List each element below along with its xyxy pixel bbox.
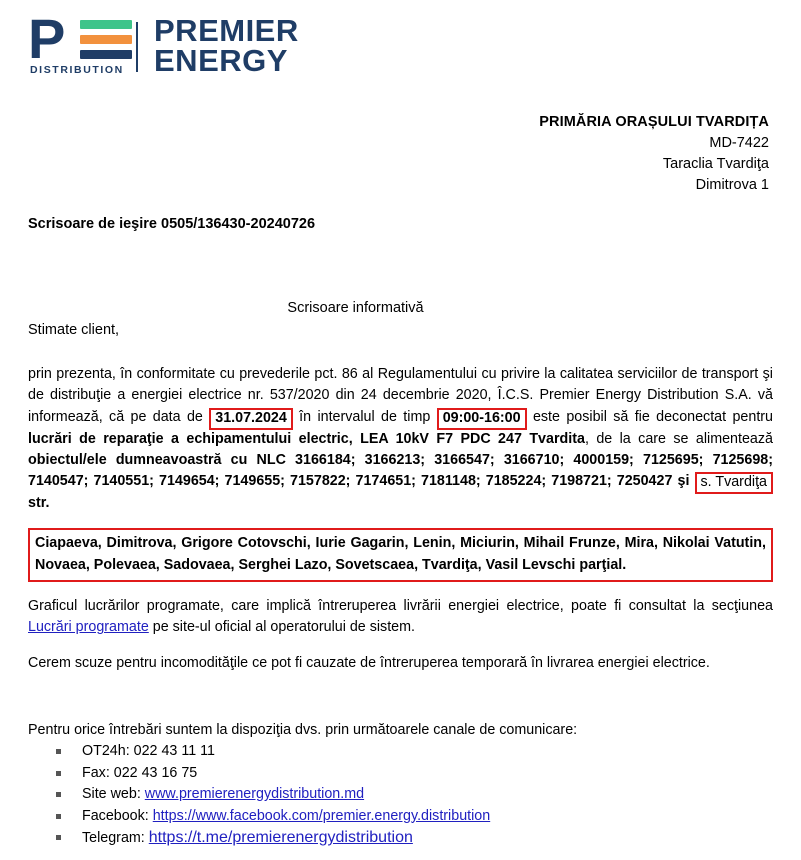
telegram-link[interactable]: https://t.me/premierenergydistribution xyxy=(148,829,413,846)
logo-mark xyxy=(28,7,138,76)
logo-bar-green xyxy=(80,20,132,29)
contact-label: Telegram: xyxy=(82,830,149,846)
bullet-icon xyxy=(56,771,61,776)
contact-label: Site web: xyxy=(82,786,145,802)
logo-distribution-label: DISTRIBUTION xyxy=(30,64,124,76)
bullet-icon xyxy=(56,749,61,754)
paragraph-outage-notice xyxy=(28,364,773,514)
schedule-text-after-link: pe site-ul oficial al operatorului de sistem. xyxy=(148,619,416,636)
affected-streets-list: Ciapaeva, Dimitrova, Grigore Cotovschi, Iurie Gagarin, Lenin, Miciurin, Mihail Frunze, Mira, Nikolai Vatutin, Novaea, Polevaea, Sadovaea, Serghei Lazo, Sovetscaea, Tvardiţa, Vasil Levschi parţial. xyxy=(35,535,766,573)
contact-intro-text: Pentru orice întrebări suntem la dispoziţia dvs. prin următoarele canale de comunicare: xyxy=(28,722,578,738)
list-item xyxy=(56,827,773,850)
logo-divider xyxy=(136,22,138,72)
salutation: Stimate client, xyxy=(28,322,120,338)
schedule-text-before-link: Graficul lucrărilor programate, care implică întreruperea livrării energiei electrice, poate fi consultat la secţiunea xyxy=(28,598,773,615)
logo-bar-navy xyxy=(80,50,132,59)
list-item xyxy=(56,763,773,785)
website-link[interactable]: www.premierenergydistribution.md xyxy=(144,786,365,802)
contact-label: Facebook: xyxy=(82,807,153,824)
premier-energy-logo xyxy=(28,7,299,78)
list-item xyxy=(56,741,773,763)
outage-time-highlight: 09:00-16:00 xyxy=(437,408,527,430)
contact-label: Fax: 022 43 16 75 xyxy=(82,764,198,781)
locality-highlight: s. Tvardiţa xyxy=(695,472,773,494)
document-title: Scrisoare informativă xyxy=(287,300,424,316)
recipient-name: PRIMĂRIA ORAȘULUI TVARDIȚA xyxy=(539,114,769,130)
recipient-postal-code: MD-7422 xyxy=(709,135,769,151)
notice-nlc-list: obiectul/ele dumneavoastră cu NLC 3166184; 3166213; 3166547; 3166710; 4000159; 7125695; 7125698; 7140547; 7140551; 7149654; 7149655; 7157822; 7174651; 7181148; 7185224; 7198721; 7250427 şi xyxy=(28,451,773,490)
notice-possible-text: este posibil să fie deconectat pentru xyxy=(526,408,774,425)
contact-label: OT24h: 022 43 11 11 xyxy=(82,743,216,759)
contact-channel-list xyxy=(28,741,773,850)
notice-intro-text: prin prezenta, în conformitate cu prevederile pct. 86 al Regulamentului cu privire la calitatea serviciilor de transport şi de distribuţie a energiei electrice nr. 537/2020 din 24 decembrie 2020, Î.C.S. Premier Energy Distribution S.A. vă informează, că pe data de xyxy=(28,366,773,425)
recipient-locality: Taraclia Tvardiţa xyxy=(662,156,769,172)
paragraph-apology: Cerem scuze pentru incomodităţile ce pot fi cauzate de întreruperea temporară în livrarea energiei electrice. xyxy=(28,654,710,671)
letter-body xyxy=(28,364,773,688)
recipient-street: Dimitrova 1 xyxy=(695,177,769,193)
notice-supplies-text: , de la care se alimentează xyxy=(584,430,773,447)
list-item xyxy=(56,784,773,806)
outage-date-highlight: 31.07.2024 xyxy=(209,408,293,430)
affected-streets-highlight-box xyxy=(28,528,773,582)
notice-works-description: lucrări de reparaţie a echipamentului electric, LEA 10kV F7 PDC 247 Tvardita xyxy=(28,430,585,447)
bullet-icon xyxy=(56,814,61,819)
facebook-link[interactable]: https://www.facebook.com/premier.energy.distribution xyxy=(152,807,491,824)
logo-word-premier: PREMIER xyxy=(154,13,299,48)
bullet-icon xyxy=(56,835,61,840)
notice-street-prefix: str. xyxy=(28,495,50,512)
recipient-address-block xyxy=(539,112,769,196)
logo-bar-orange xyxy=(80,35,132,44)
logo-wordmark xyxy=(154,14,299,76)
notice-interval-text: în intervalul de timp xyxy=(292,408,437,425)
paragraph-schedule-info xyxy=(28,596,773,639)
letter-reference-number: Scrisoare de ieşire 0505/136430-20240726 xyxy=(28,216,316,232)
logo-bars-icon xyxy=(80,20,132,65)
contact-channels-section xyxy=(28,722,773,850)
logo-letter-p: P xyxy=(28,7,64,70)
bullet-icon xyxy=(56,792,61,797)
list-item xyxy=(56,806,773,828)
scheduled-works-link[interactable]: Lucrări programate xyxy=(28,619,149,636)
logo-word-energy: ENERGY xyxy=(154,43,288,78)
